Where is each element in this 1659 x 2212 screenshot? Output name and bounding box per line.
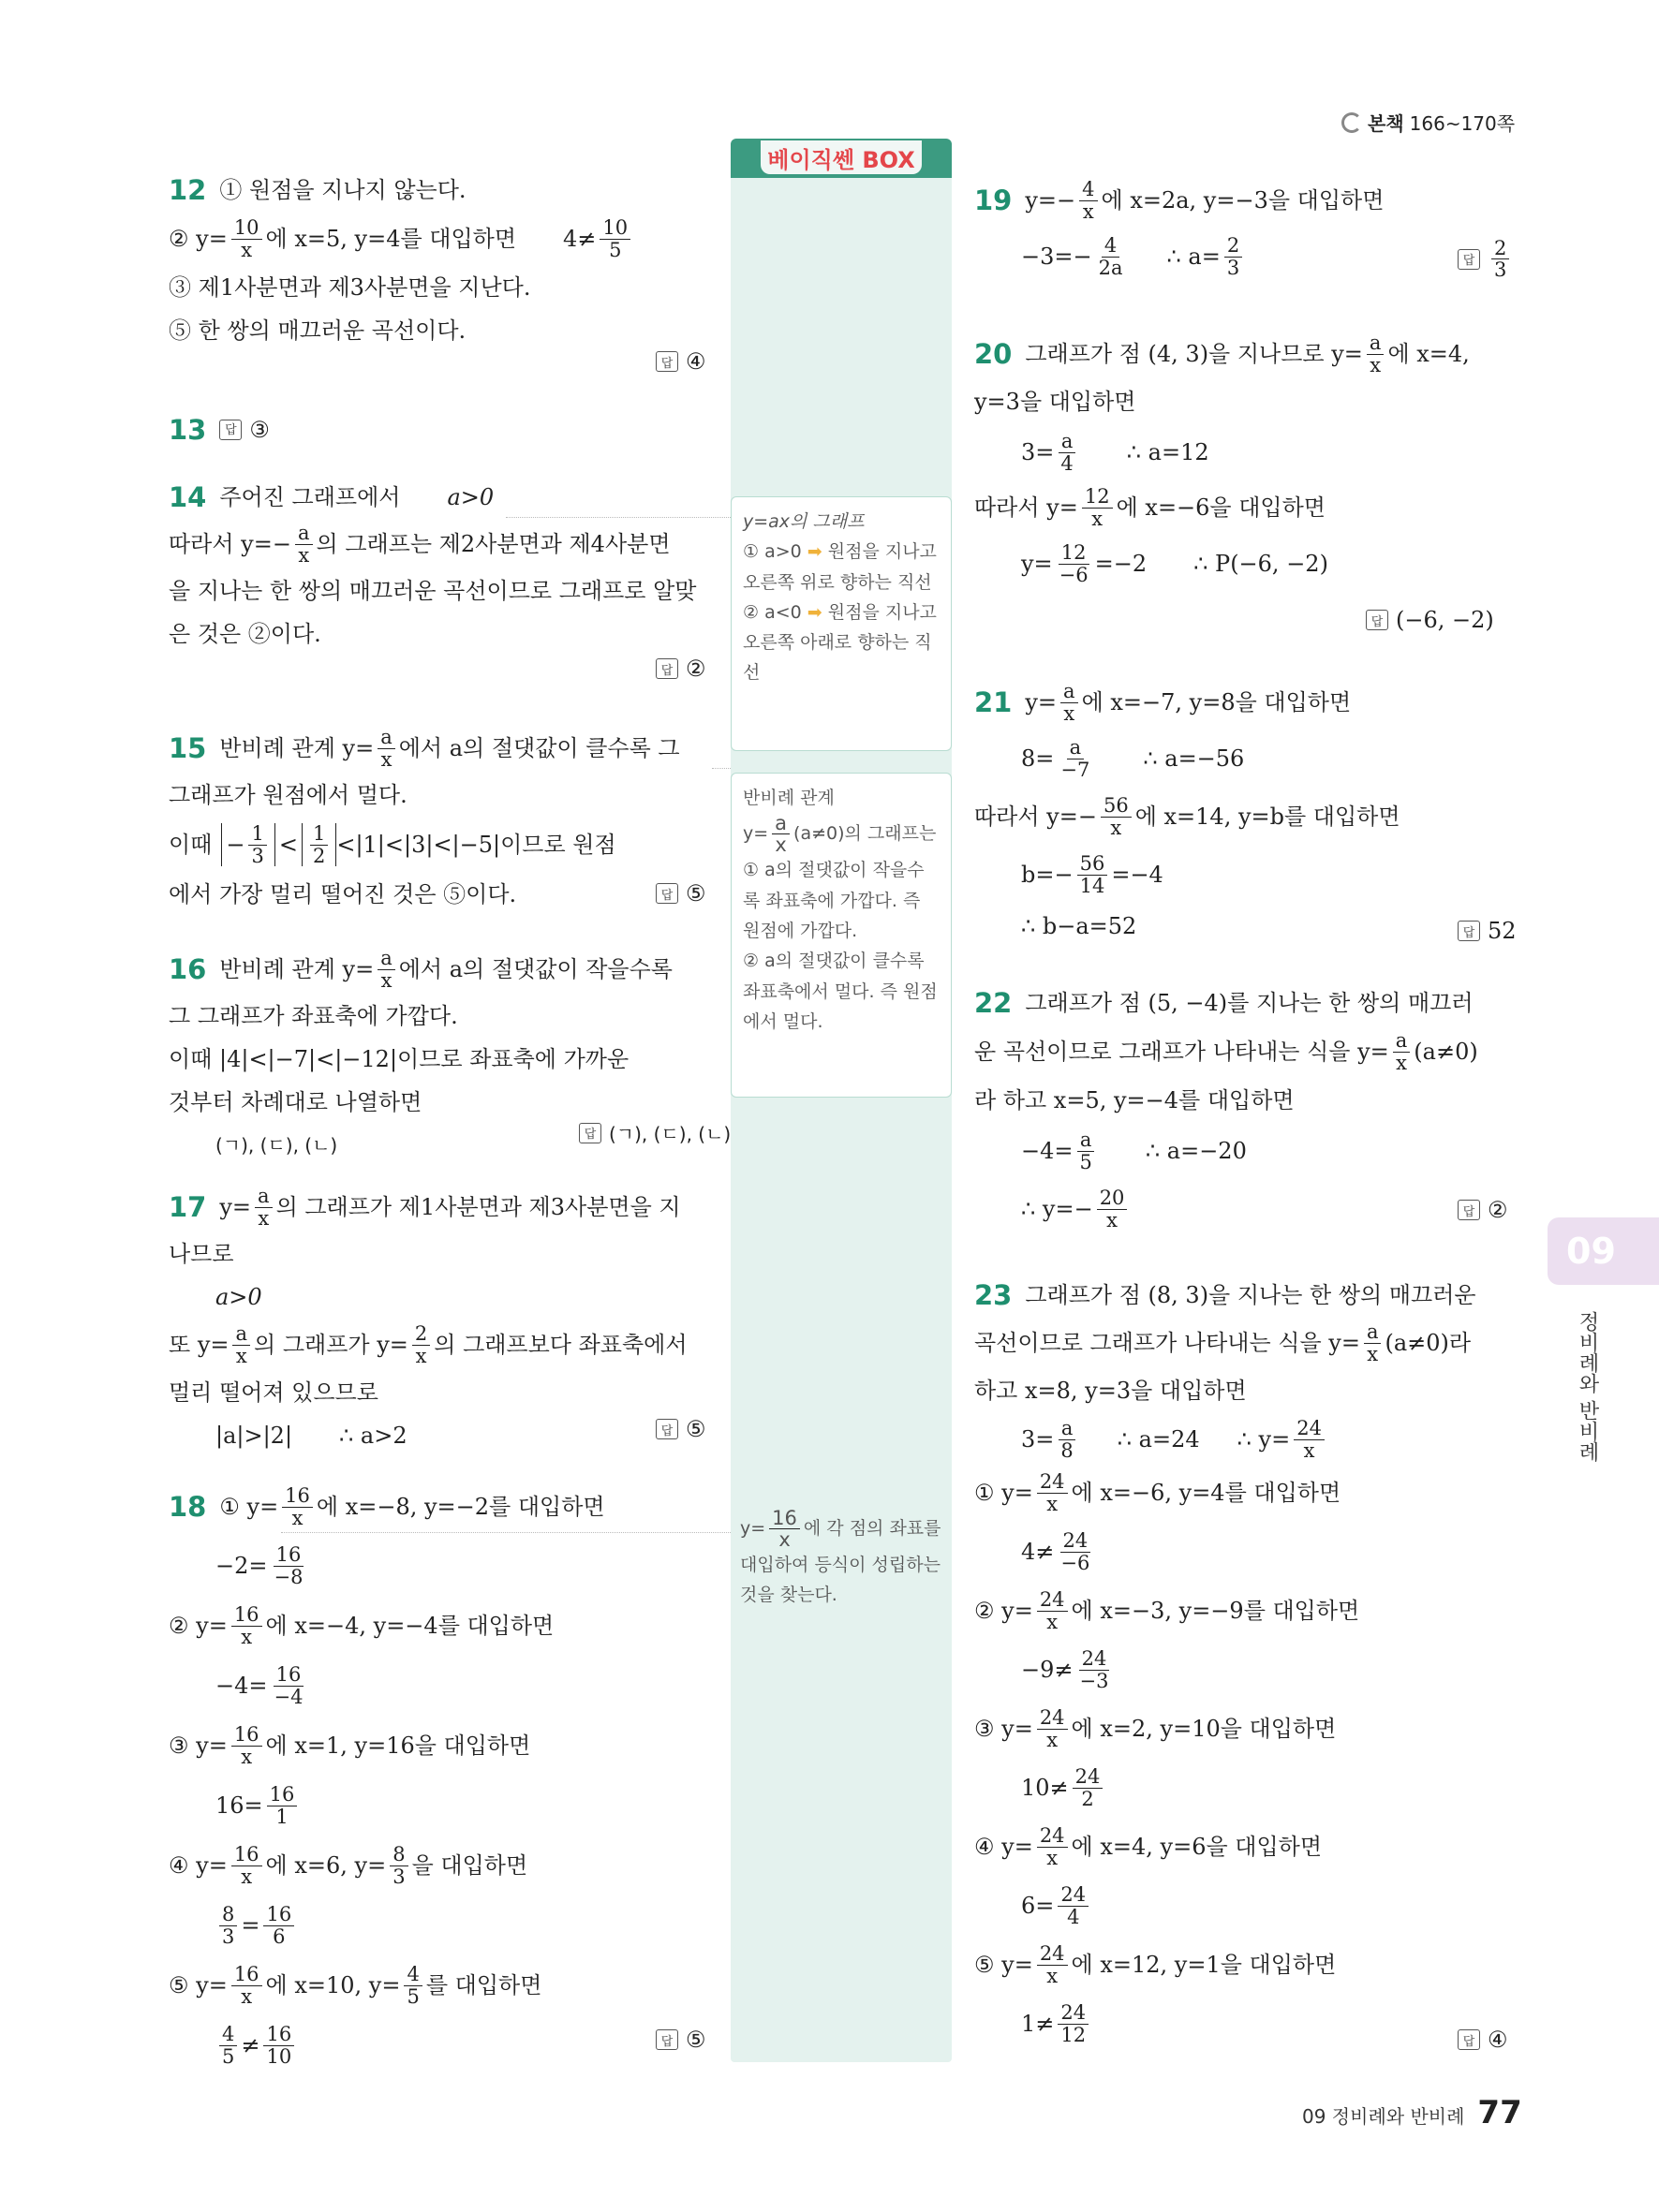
answer-22: 답 ② (1458, 1197, 1508, 1223)
answer-19: 답 $\frac{2}{3}$ (1458, 238, 1513, 280)
problem-22: 22 그래프가 점 (5, −4)를 지나는 한 쌍의 매끄러 운 곡선이므로 그래프가 나타내는 식을 y= $\frac{a}{x}$ (a≠0) 라 하고 x=5, y=−4를 대입하면 −4= $\frac{a}{5}$ ∴ a=−20 ∴ y=− $\frac{20}{x}$ (974, 986, 1478, 1231)
note-formula: y= $\frac{a}{x}$ (a≠0)의 그래프는 (743, 812, 937, 857)
answer-18: 답 ⑤ (656, 2027, 706, 2053)
answer-14: 답 ② (656, 656, 706, 682)
arrow-icon: ➡ (807, 541, 822, 563)
reference-icon (1341, 112, 1362, 133)
problem-13: 13 답 ③ (169, 413, 270, 446)
note-item: ① a>0 ➡ 원점을 지나고 오른쪽 위로 향하는 직선 (743, 541, 937, 593)
arrow-icon: ➡ (807, 601, 822, 623)
problem-23: 23 그래프가 점 (8, 3)을 지나는 한 쌍의 매끄러운 곡선이므로 그래프가 나타내는 식을 y= $\frac{a}{x}$ (a≠0)라 하고 x=8, y=3을 대입하면 3= $\frac{a}{8}$ ∴ a=24 ∴ y= $\frac{24}{x}$ ① y= $\frac{24}{x}$ 에 x=−6, y=4를 대입하면 4≠ $\frac{24}{-6}$ ② y= $\frac{24}{x}$ 에 x=−3, y=−9를 대입하면 −9≠ $\frac{24}{-3}$ ③ y= $\frac{24}{x}$ 에 x=2, y=10을 대입하면 10≠ $\frac{24}{2}$ ④ y= $\frac{24}{x}$ 에 x=4, y=6을 대입하면 6= $\frac{24}{4}$ ⑤ y= $\frac{24}{x}$ 에 x=12, y=1을 대입하면 1≠ $\frac{24}{12}$ (974, 1278, 1476, 2046)
chapter-tab: 09 (1548, 1217, 1659, 1285)
page-reference (1341, 109, 1515, 136)
footer (1302, 2094, 1522, 2131)
problem-20: 20 그래프가 점 (4, 3)을 지나므로 y= $\frac{a}{x}$ 에 x=4, y=3을 대입하면 3= $\frac{a}{4}$ ∴ a=12 따라서 y= $\frac{12}{x}$ 에 x=−6을 대입하면 y= $\frac{12}{-6}$ =−2 ∴ P(−6, −2) (974, 332, 1470, 586)
note-substitute: y= $\frac{16}{x}$ 에 각 점의 좌표를 대입하여 등식이 성립하는 것을 찾는다. (740, 1507, 941, 1606)
note-item: ① a의 절댓값이 작을수록 좌표축에 가깝다. 즉 원점에 가깝다. (743, 860, 925, 941)
problem-21: 21 y= $\frac{a}{x}$ 에 x=−7, y=8을 대입하면 8= $\frac{a}{-7}$ ∴ a=−56 따라서 y=− $\frac{56}{x}$ 에 x=14, y=b를 대입하면 b=− $\frac{56}{14}$ =−4 ∴ b−a=52 (974, 680, 1400, 939)
reference-pages: 166~170쪽 (1409, 112, 1516, 135)
problem-18: 18 ① y= $\frac{16}{x}$ 에 x=−8, y=−2를 대입하면 −2= $\frac{16}{-8}$ ② y= $\frac{16}{x}$ 에 x=−4, y=−4를 대입하면 −4= $\frac{16}{-4}$ ③ y= $\frac{16}{x}$ 에 x=1, y=16을 대입하면 16= $\frac{16}{1}$ ④ y= $\frac{16}{x}$ 에 x=6, y= $\frac{8}{3}$ 을 대입하면 $\frac{8}{3}$ = $\frac{16}{6}$ ⑤ y= $\frac{16}{x}$ 에 x=10, y= $\frac{4}{5}$ 를 대입하면 $\frac{4}{5}$ ≠ $\frac{16}{10}$ (169, 1484, 605, 2068)
note-inverse-graph (731, 773, 952, 1098)
note-item: ② a<0 ➡ 원점을 지나고 오른쪽 아래로 향하는 직선 (743, 601, 937, 684)
answer-23: 답 ④ (1458, 2027, 1508, 2053)
note-item: ② a의 절댓값이 클수록 좌표축에서 멀다. 즉 원점에서 멀다. (743, 951, 938, 1032)
problem-15: 15 반비례 관계 y= $\frac{a}{x}$ 에서 a의 절댓값이 클수록 그 그래프가 원점에서 멀다. 이때 − $\frac{1}{3}$ < $\frac{1}{2}$ <|1|<|3|<|−5|이므로 원점 에서 가장 멀리 떨어진 것은 ⑤이다. (169, 726, 680, 907)
answer-12: 답 ④ (656, 348, 706, 375)
basic-box-title: 베이직쎈 BOX (761, 140, 922, 174)
answer-17: 답 ⑤ (656, 1416, 706, 1442)
reference-label: 본책 (1368, 112, 1404, 135)
answer-16: 답 (ㄱ), (ㄷ), (ㄴ) (579, 1119, 731, 1146)
note-title: y=ax의 그래프 (743, 511, 865, 532)
page-number: 77 (1477, 2094, 1522, 2131)
footer-chapter: 09 정비례와 반비례 (1302, 2105, 1465, 2128)
answer-20: 답 (−6, −2) (1366, 607, 1494, 633)
chapter-side-title: 정비례와 반비례 (1576, 1311, 1599, 1462)
answer-21: 답 52 (1458, 918, 1517, 944)
problem-14: 14 주어진 그래프에서 a>0 따라서 y=− $\frac{a}{x}$ 의 그래프는 제2사분면과 제4사분면 을 지나는 한 쌍의 매끄러운 곡선이므로 그래프로 알맞 은 것은 ②이다. (169, 480, 697, 647)
problem-19: 19 y=− $\frac{4}{x}$ 에 x=2a, y=−3을 대입하면 −3=− $\frac{4}{2a}$ ∴ a= $\frac{2}{3}$ (974, 178, 1385, 279)
problem-16: 16 반비례 관계 y= $\frac{a}{x}$ 에서 a의 절댓값이 작을수록 그 그래프가 좌표축에 가깝다. 이때 |4|<|−7|<|−12|이므로 좌표축에 가까운 것부터 차례대로 나열하면 (ㄱ), (ㄷ), (ㄴ) (169, 947, 673, 1157)
problem-17: 17 y= $\frac{a}{x}$ 의 그래프가 제1사분면과 제3사분면을 지 나므로 a>0 또 y= $\frac{a}{x}$ 의 그래프가 y= $\frac{2}{x}$ 의 그래프보다 좌표축에서 멀리 떨어져 있으므로 |a|>|2| ∴ a>2 (169, 1185, 688, 1449)
basic-box-column (731, 140, 952, 2062)
problem-12: 12 ① 원점을 지나지 않는다. ② y= $\frac{10}{x}$ 에 x=5, y=4를 대입하면 4≠ $\frac{10}{5}$ ③ 제1사분면과 제3사분면을 지난다. ⑤ 한 쌍의 매끄러운 곡선이다. (169, 169, 712, 352)
note-title: 반비례 관계 (743, 788, 835, 808)
answer-15: 답 ⑤ (656, 880, 706, 907)
note-linear-graph (731, 496, 952, 751)
